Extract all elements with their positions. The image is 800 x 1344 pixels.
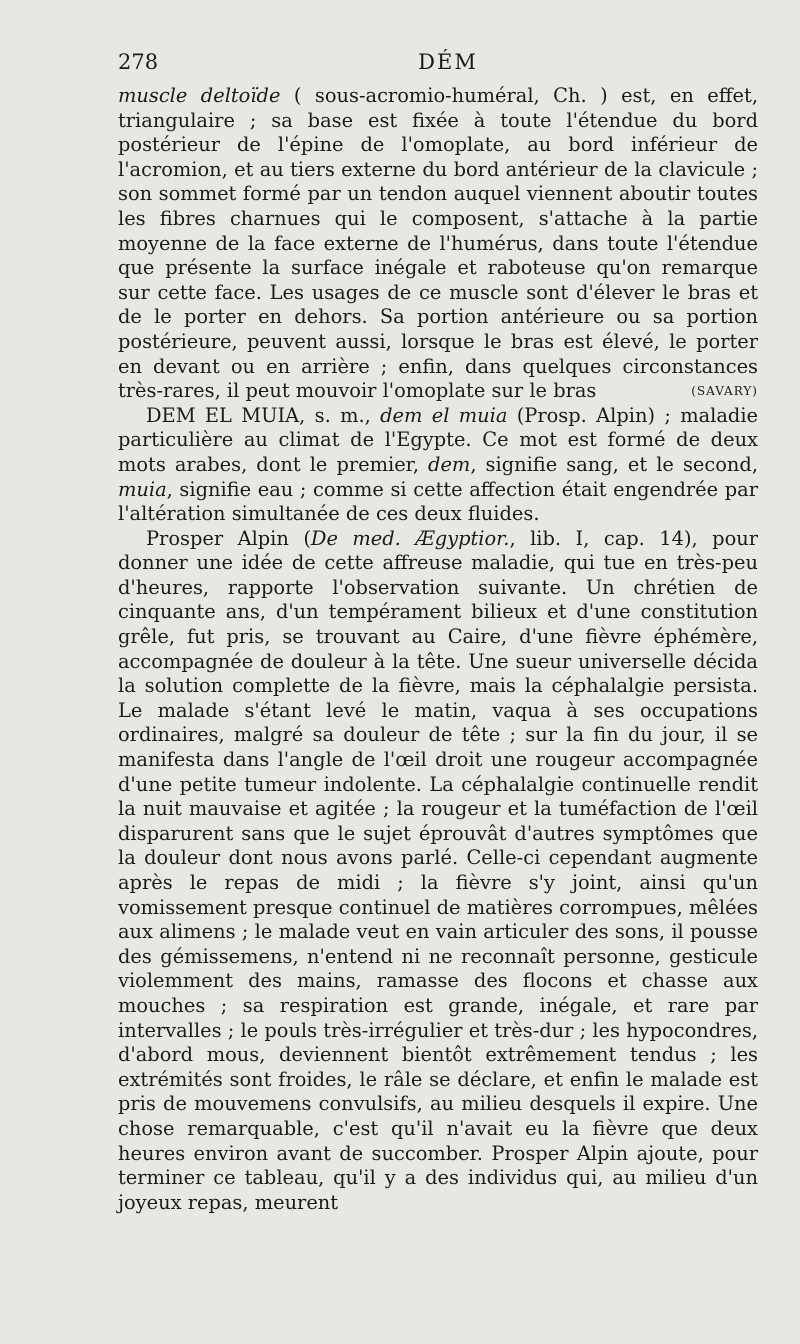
page-number: 278 <box>118 50 159 74</box>
paragraph-deltoid <box>118 84 758 404</box>
lead-term: muscle deltoïde <box>118 84 281 107</box>
page-header <box>118 50 758 80</box>
author-signature: (SAVARY) <box>691 384 758 399</box>
entry-text: , s. m., <box>299 403 381 427</box>
paragraph-body: ( sous-acromio-huméral, Ch. ) est, en effet, triangulaire ; sa base est fixée à toute l'étendue du bord postérieur de l'épine de l'omoplate, au bord inférieur de l'acromion, et au tiers externe du bord antérieur de la clavicule ; son sommet formé par un tendon auquel viennent aboutir toutes les fibres charnues qui le composent, s'attache à la partie moyenne de la face externe de l'humérus, dans toute l'étendue que présente la surface inégale et raboteuse qu'on remarque sur cette face. Les usages de ce muscle sont d'élever le bras et de le porter en dehors. Sa portion antérieure ou sa portion postérieure, peuvent aussi, lorsque le bras est élevé, le porter en devant ou en arrière ; enfin, dans quelques circonstances très-rares, il peut mouvoir l'omoplate sur le bras <box>118 84 758 403</box>
entry-text: (Prosp. Alpin) ; maladie particulière au climat de l'Egypte. Ce mot est formé de deux mots arabes, dont le premier, <box>118 403 759 476</box>
entry-text: , signifie sang, et le second, <box>470 452 758 476</box>
running-head: DÉM <box>418 50 478 74</box>
italic-term: muia <box>118 477 167 501</box>
italic-term: dem <box>428 452 471 476</box>
paragraph-text: , lib. I, cap. 14), pour donner une idée de cette affreuse maladie, qui tue en très-peu d'heures, rapporte l'observation suivante. Un chrétien de cinquante ans, d'un tempérament bilieux et d'une constitution grêle, fut pris, se trouvant au Caire, d'une fièvre éphémère, accompagnée de douleur à la tête. Une sueur universelle décida la solution complette de la fièvre, mais la céphalalgie persista. Le malade s'étant levé le matin, vaqua à ses occupations ordinaires, malgré sa douleur de tête ; sur la fin du jour, il se manifesta dans l'angle de l'œil droit une rougeur accompagnée d'une petite tumeur indolente. La céphalalgie continuelle rendit la nuit mauvaise et agitée ; la rougeur et la tuméfaction de l'œil disparurent sans que le sujet éprouvât d'autres symptômes que la douleur dont nous avons parlé. Celle-ci cependant augmente après le repas de midi ; la fièvre s'y joint, ainsi qu'un vomissement presque continuel de matières corrompues, mêlées aux alimens ; le malade veut en vain articuler des sons, il pousse des gémissemens, n'entend ni ne reconnaît personne, gesticule violemment des mains, ramasse des flocons et chasse aux mouches ; sa respiration est grande, inégale, et rare par intervalles ; le pouls très-irrégulier et très-dur ; les hypocondres, d'abord mous, deviennent bientôt extrêmement tendus ; les extrémités sont froides, le râle se déclare, et enfin le malade est pris de mouvemens convulsifs, au milieu desquels il expire. Une chose remarquable, c'est qu'il n'avait eu la fièvre que deux heures environ avant de succomber. Prosper Alpin ajoute, pour terminer ce tableau, qu'il y a des individus qui, au milieu d'un joyeux repas, meurent <box>118 526 758 1214</box>
body-text <box>118 84 758 1215</box>
entry-headword: DEM EL MUIA <box>146 403 300 427</box>
entry-text: , signifie eau ; comme si cette affection était engendrée par l'altération simultanée de ces deux fluides. <box>118 477 758 526</box>
italic-citation: De med. Ægyptior. <box>310 526 510 550</box>
paragraph-observation <box>118 527 758 1216</box>
italic-term: dem el muia <box>380 403 508 427</box>
entry-dem-el-muia <box>118 404 758 527</box>
paragraph-text: Prosper Alpin ( <box>146 526 311 550</box>
